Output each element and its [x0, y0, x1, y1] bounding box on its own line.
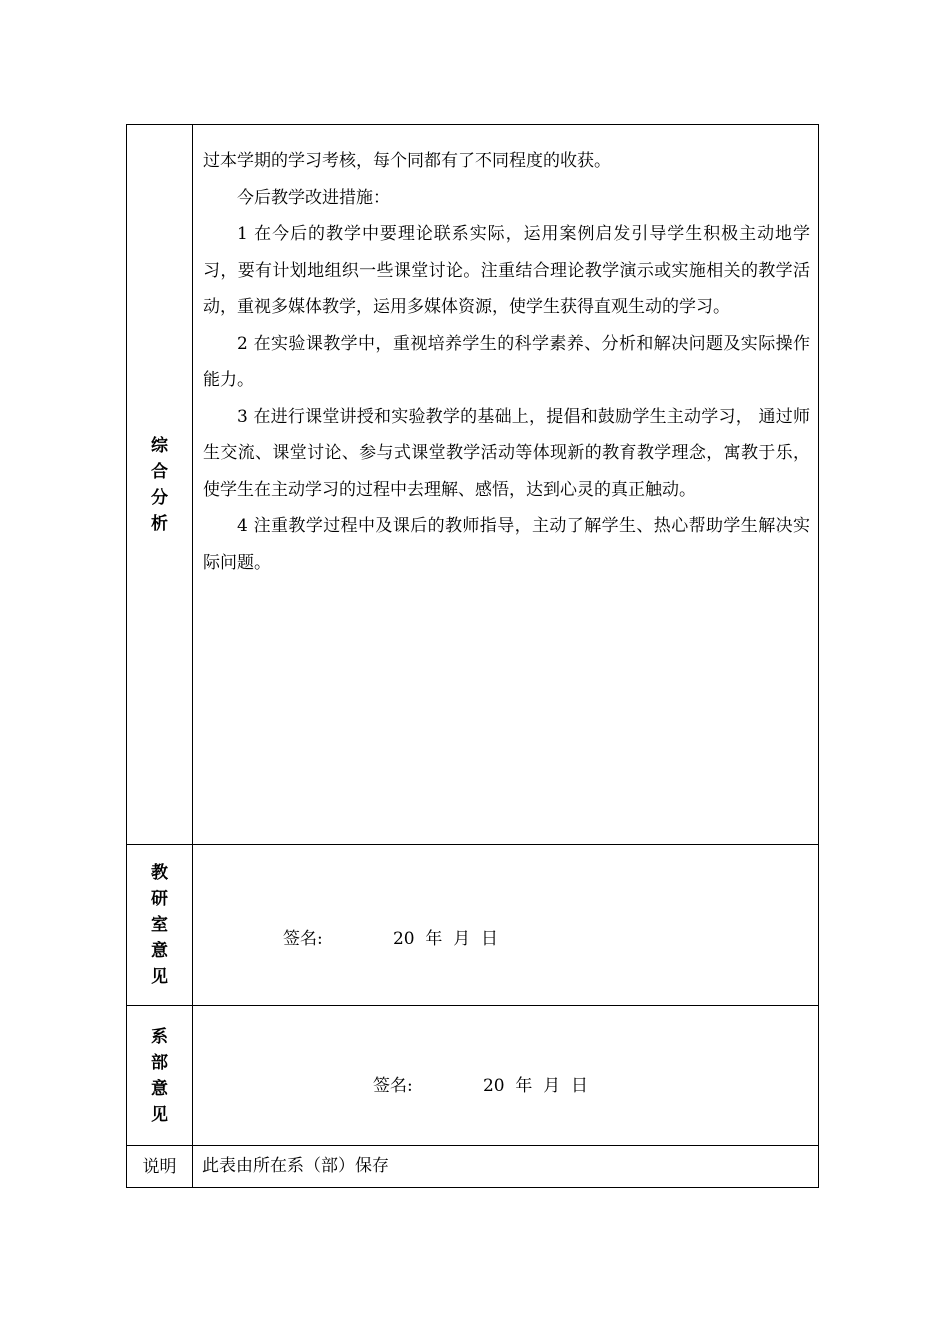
analysis-paragraph: 3 在进行课堂讲授和实验教学的基础上，提倡和鼓励学生主动学习， 通过师生交流、课堂讨论、参与式课堂教学活动等体现新的教育教学理念，寓教于乐，使学生在主动学习的过程中去理解、感悟，达到心灵的真正触动。 [203, 406, 810, 500]
note-content-cell [193, 1146, 819, 1188]
department-label-cell [127, 1006, 193, 1146]
note-row [127, 1146, 819, 1188]
analysis-paragraph: 2 在实验课教学中，重视培养学生的科学素养、分析和解决问题及实际操作能力。 [203, 333, 810, 390]
analysis-content-cell [193, 125, 819, 845]
analysis-row [127, 125, 819, 845]
research-office-label: 教研室意见 [151, 863, 168, 987]
research-office-opinion-cell [193, 845, 819, 1006]
research-office-label-cell [127, 845, 193, 1006]
analysis-label: 综合分析 [151, 435, 168, 534]
department-row [127, 1006, 819, 1146]
note-label: 说明 [142, 1156, 177, 1177]
research-office-row [127, 845, 819, 1006]
analysis-paragraph: 4 注重教学过程中及课后的教师指导，主动了解学生、热心帮助学生解决实际问题。 [203, 516, 810, 573]
analysis-paragraph: 今后教学改进措施： [237, 187, 390, 208]
department-signature-line: 签名: 20 年 月 日 [373, 1076, 589, 1096]
research-office-signature-line: 签名: 20 年 月 日 [283, 929, 499, 949]
note-label-cell [127, 1146, 193, 1188]
note-text: 此表由所在系（部）保存 [202, 1156, 389, 1176]
department-opinion-cell [193, 1006, 819, 1146]
department-label: 系部意见 [151, 1026, 168, 1125]
analysis-paragraph: 1 在今后的教学中要理论联系实际，运用案例启发引导学生积极主动地学习，要有计划地组织一些课堂讨论。注重结合理论教学演示或实施相关的教学活动，重视多媒体教学，运用多媒体资源，使学生获得直观生动的学习。 [203, 224, 810, 317]
analysis-content [193, 125, 818, 581]
evaluation-form-table [126, 124, 819, 1188]
analysis-paragraph: 过本学期的学习考核，每个同都有了不同程度的收获。 [203, 151, 611, 171]
analysis-label-cell [127, 125, 193, 845]
